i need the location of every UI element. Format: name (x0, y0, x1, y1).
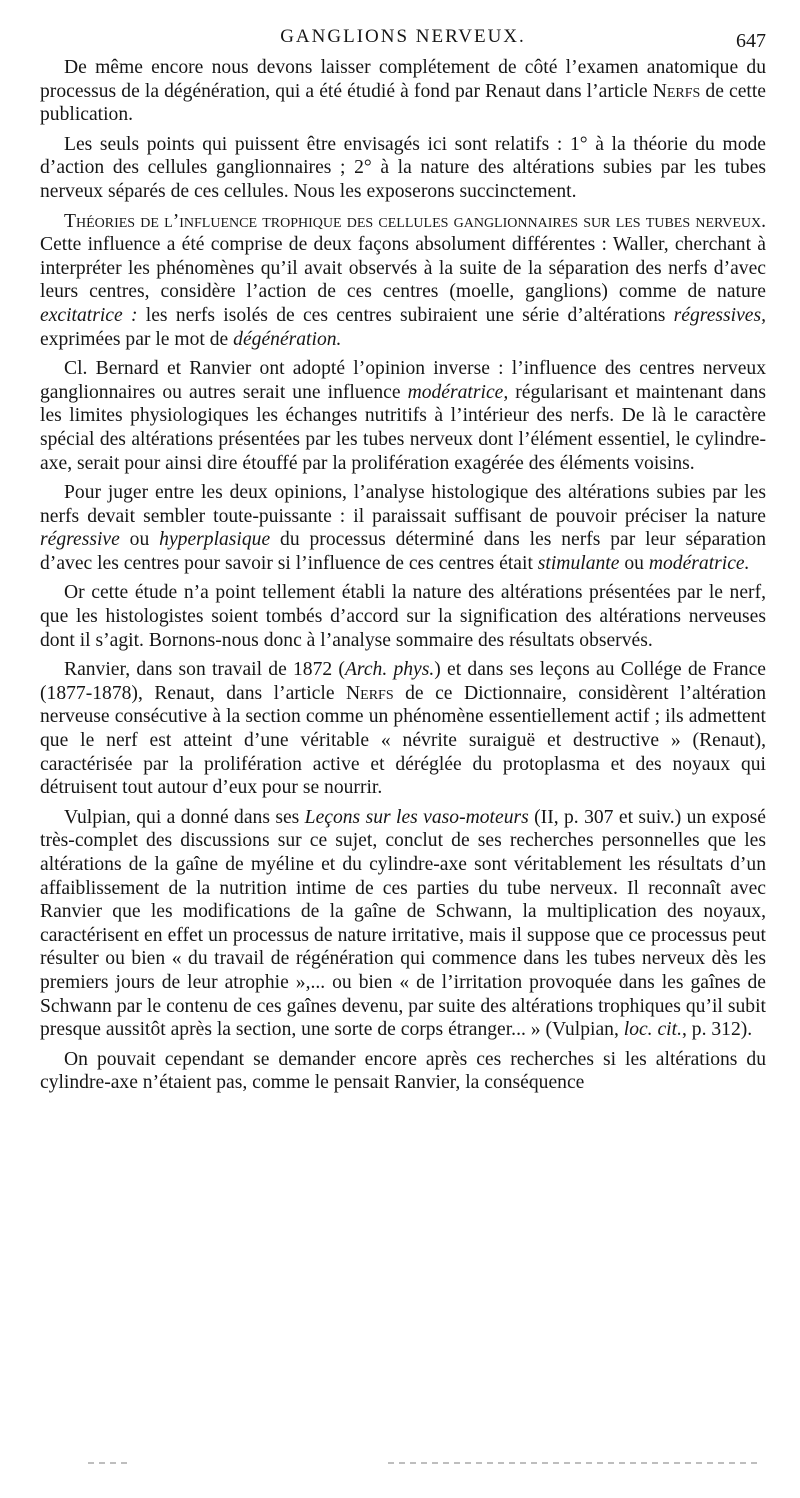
text-run: ou (619, 552, 649, 574)
italic-run: stimulante (537, 552, 620, 574)
text-run: Ranvier, dans son travail de 1872 ( (64, 659, 345, 681)
paragraph (40, 658, 766, 800)
italic-run: modératrice, (407, 381, 509, 403)
italic-run: Arch. phys. (344, 659, 435, 681)
page-number: 647 (736, 30, 766, 52)
paragraph (40, 806, 766, 1042)
paragraph (40, 357, 766, 475)
text-run: (II, p. 307 et suiv.) un exposé très-complet des discussions sur ce sujet, conclut de ses recherches personnelles que les altérations de la gaîne de myéline et du cylindre-axe sont véritablement les résultats d’un affaiblissement de la nutrition intime de ces parties du tube nerveux. Il reconnaît avec Ranvier que les modifications de la gaîne de Schwann, la multiplication des noyaux, caractérisent en effet un processus de nature irritative, mais il suppose que ce processus peut résulter ou bien « du travail de régénération qui commence dans les tubes nerveux dès les premiers jours de leur atrophie »,... ou bien « de l’irritation provoquée dans les gaînes de Schwann par le contenu de ces gaînes devenu, par suite des altérations trophiques qu’il subit presque aussitôt après la section, une sorte de corps étranger... » (Vulpian, (40, 806, 766, 1041)
footer-rule (388, 1462, 758, 1464)
body-text (40, 56, 766, 1095)
italic-run: loc. cit. (623, 1019, 682, 1041)
text-run: ) et dans ses leçons au Collége de France (1877-1878), Renaut, dans l’article (40, 659, 766, 704)
text-run: De même encore nous devons laisser complétement de côté l’examen anatomique du processus de la dégénération, qui a été étudié à fond par Renaut dans l’article (40, 57, 766, 102)
small-caps-run: Nerfs (346, 682, 394, 704)
text-run: régularisant et maintenant dans les limites physiologiques les échanges nutritifs à l’intérieur des nerfs. De là le caractère spécial des altérations présentées par les tubes nerveux dont l’élément essentiel, le cylindre-axe, serait pour ainsi dire étouffé par la prolifération exagérée des éléments voisins. (40, 381, 766, 474)
paragraph (40, 133, 766, 204)
paragraph (40, 56, 766, 127)
italic-run: régressive (40, 529, 120, 551)
text-run: Cette influence a été comprise de deux façons absolument différentes : Waller, cherchant à interpréter les phénomènes qu’il avait observés à la suite de la séparation des nerfs d’avec leurs centres, considère l’action de ces centres (moelle, ganglions) comme de nature (40, 234, 766, 303)
small-caps-run: Théories de l’influence trophique des cellules ganglionnaires sur les tubes nerveux. (64, 210, 766, 232)
italic-run: Leçons sur les vaso-moteurs (304, 806, 529, 828)
small-caps-run: Nerfs (652, 80, 701, 102)
text-run: exprimées par le mot de (40, 328, 234, 350)
text-run: Cl. Bernard et Ranvier ont adopté l’opinion inverse : l’influence des centres nerveux ganglionnaires ou autres serait une influence (40, 358, 766, 403)
paragraph (40, 581, 766, 652)
text-run: de ce Dictionnaire, considèrent l’altération nerveuse consécutive à la section comme un phénomène essentiellement actif ; ils admettent que le nerf est atteint d’une véritable « névrite suraiguë et destructive » (Renaut), caractérisée par la prolifération active et déréglée du protoplasma et des noyaux qui détruisent tout autour d’eux pour se nourrir. (40, 682, 766, 799)
text-run: de cette publication. (40, 80, 766, 126)
text-run: , p. 312). (681, 1019, 753, 1041)
page-header (40, 26, 766, 56)
text-run: les nerfs isolés de ces centres subiraient une série d’altérations (137, 304, 674, 326)
document-page (40, 26, 766, 1095)
paragraph (40, 481, 766, 575)
text-run: Les seuls points qui puissent être envisagés ici sont relatifs : 1° à la théorie du mode d’action des cellules ganglionnaires ; 2° à la nature des altérations subies par les tubes nerveux séparés de ces cellules. Nous les exposerons succinctement. (40, 133, 766, 202)
italic-run: excitatrice : (40, 304, 138, 326)
paragraph (40, 1048, 766, 1095)
text-run: ou (119, 529, 160, 551)
italic-run: modératrice. (648, 552, 750, 574)
text-run: Vulpian, qui a donné dans ses (64, 806, 305, 828)
running-title: GANGLIONS NERVEUX. (280, 26, 526, 47)
italic-run: hyperplasique (159, 529, 271, 551)
text-run: On pouvait cependant se demander encore après ces recherches si les altérations du cylindre-axe n’étaient pas, comme le pensait Ranvier, la conséquence (40, 1048, 766, 1094)
italic-run: dégénération. (233, 328, 342, 350)
text-run: Pour juger entre les deux opinions, l’analyse histologique des altérations subies par les nerfs devait sembler toute-puissante : il paraissait suffisant de pouvoir préciser la nature (40, 482, 766, 527)
paragraph (40, 210, 766, 352)
footer-rule (88, 1462, 128, 1464)
text-run: du processus déterminé dans les nerfs par leur séparation d’avec les centres pour savoir si l’influence de ces centres était (40, 529, 766, 574)
text-run: Or cette étude n’a point tellement établi la nature des altérations présentées par le nerf, que les histologistes soient tombés d’accord sur la signification des altérations nerveuses dont il s’agit. Bornons-nous donc à l’analyse sommaire des résultats observés. (40, 582, 766, 651)
italic-run: régressives, (673, 304, 766, 326)
